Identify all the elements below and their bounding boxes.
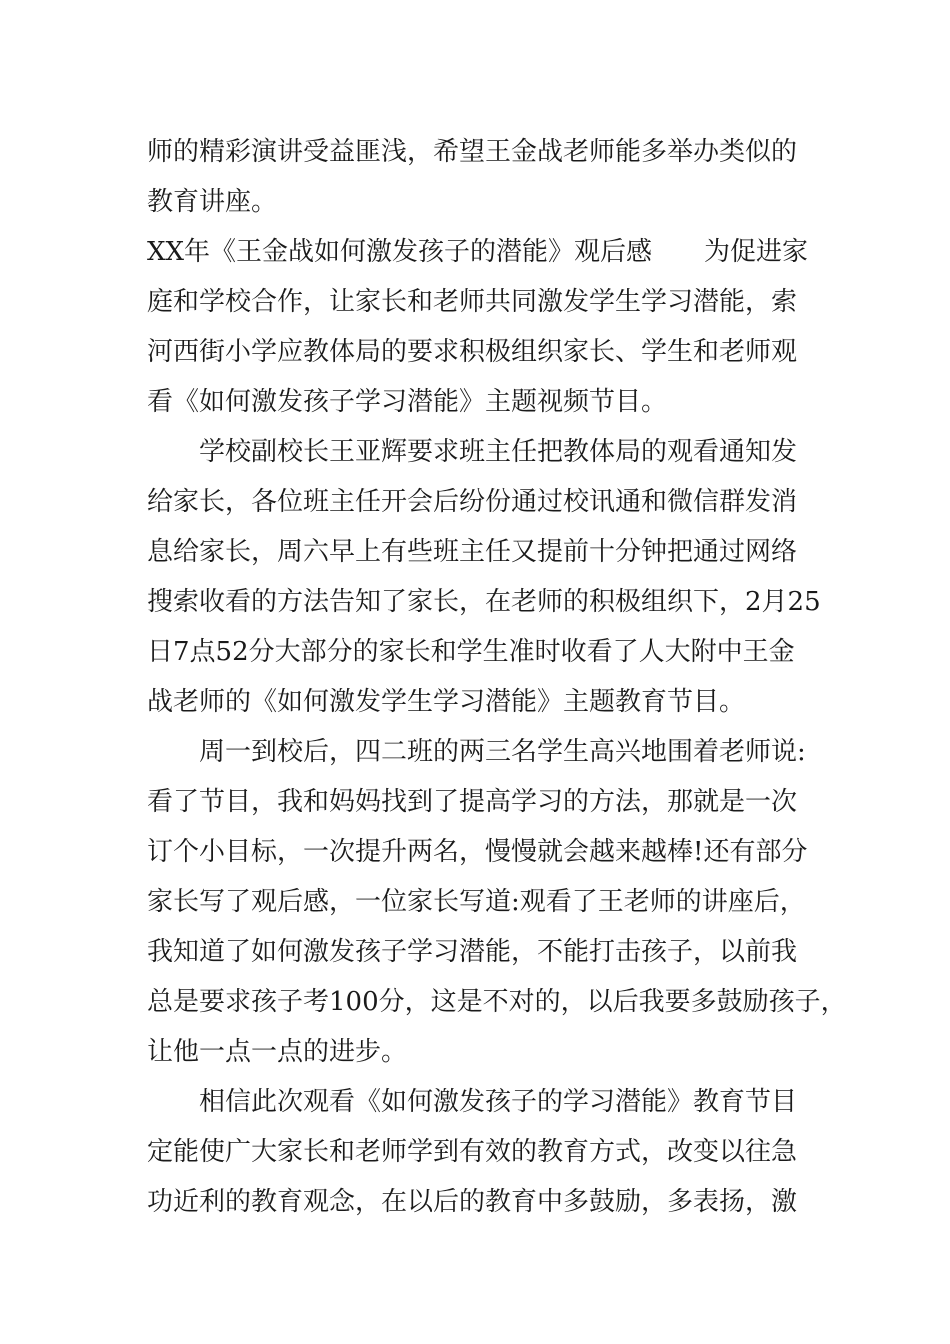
text-line: 给家长，各位班主任开会后纷份通过校讯通和微信群发消 [147,487,798,517]
text-line: 师的精彩演讲受益匪浅，希望王金战老师能多举办类似的 [147,137,798,167]
text-line: 学校副校长王亚辉要求班主任把教体局的观看通知发 [147,437,798,467]
text-line: 搜索收看的方法告知了家长，在老师的积极组织下，2月25 [147,587,821,617]
text-line: XX年《王金战如何激发孩子的潜能》观后感 为促进家 [147,237,809,267]
text-line: 战老师的《如何激发学生学习潜能》主题教育节目。 [147,687,746,717]
text-line: 相信此次观看《如何激发孩子的学习潜能》教育节目 [147,1087,798,1117]
text-line: 功近利的教育观念，在以后的教育中多鼓励，多表扬，激 [147,1187,798,1217]
text-line: 看了节目，我和妈妈找到了提高学习的方法，那就是一次 [147,787,798,817]
text-line: 河西街小学应教体局的要求积极组织家长、学生和老师观 [147,337,798,367]
text-line: 定能使广大家长和老师学到有效的教育方式，改变以往急 [147,1137,798,1167]
text-line: 让他一点一点的进步。 [147,1037,408,1067]
text-line: 我知道了如何激发孩子学习潜能，不能打击孩子，以前我 [147,937,798,967]
text-line: 家长写了观后感，一位家长写道:观看了王老师的讲座后， [147,887,806,917]
text-line: 日7点52分大部分的家长和学生准时收看了人大附中王金 [147,637,795,667]
text-line: 息给家长，周六早上有些班主任又提前十分钟把通过网络 [147,537,798,567]
text-line: 庭和学校合作，让家长和老师共同激发学生学习潜能，索 [147,287,798,317]
text-line: 订个小目标，一次提升两名，慢慢就会越来越棒!还有部分 [147,837,808,867]
text-line: 总是要求孩子考100分，这是不对的，以后我要多鼓励孩子， [147,987,847,1017]
text-line: 教育讲座。 [147,187,278,217]
text-line: 看《如何激发孩子学习潜能》主题视频节目。 [147,387,668,417]
text-line: 周一到校后，四二班的两三名学生高兴地围着老师说: [147,737,806,767]
